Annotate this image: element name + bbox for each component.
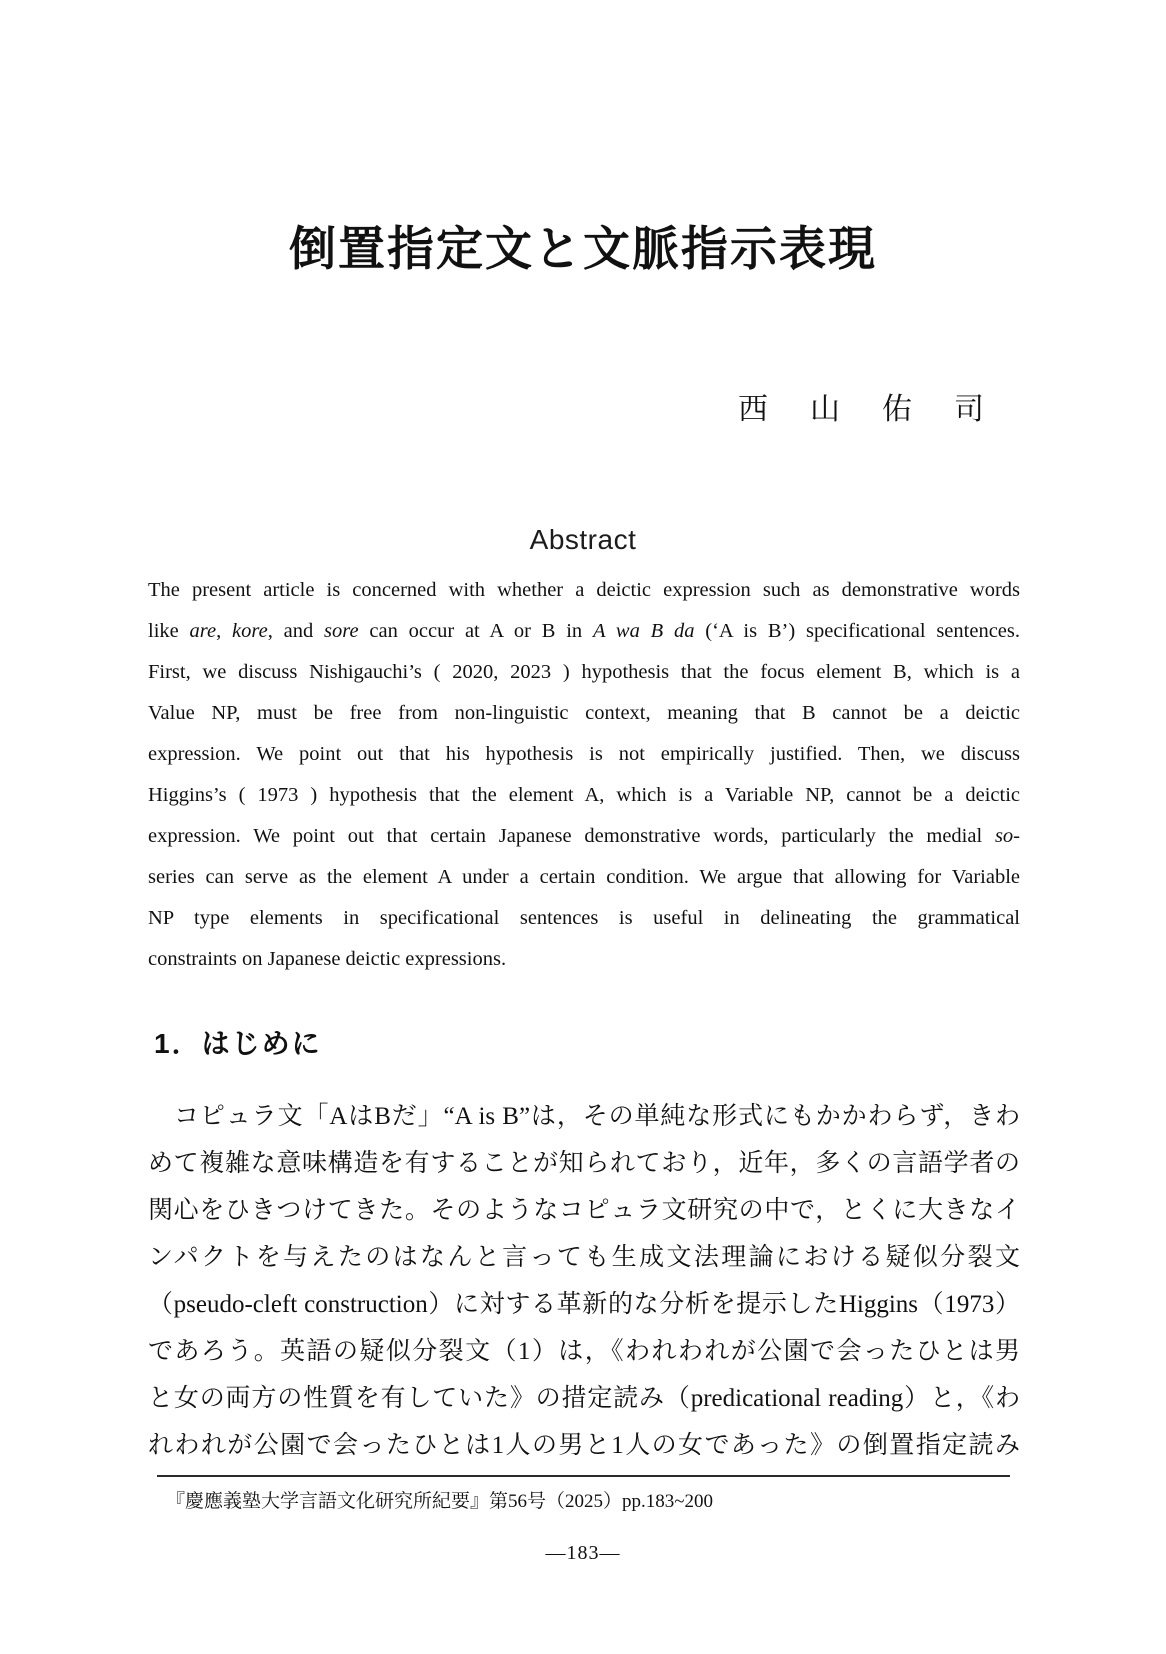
body-text-line: れわれが公園で会ったひとは1人の男と1人の女であった》の倒置指定読み	[148, 1432, 1020, 1459]
abstract-line: First, we discuss Nishigauchi’s ( 2020, 2023 ) hypothesis that the focus element B, which is a	[148, 661, 1020, 683]
abstract-line: constraints on Japanese deictic expressions.	[148, 948, 507, 970]
body-text-line: であろう。英語の疑似分裂文（1）は，《われわれが公園で会ったひとは男	[148, 1338, 1020, 1365]
body-text-line: 関心をひきつけてきた。そのようなコピュラ文研究の中で，とくに大きなイ	[148, 1197, 1020, 1224]
journal-citation: 『慶應義塾大学言語文化研究所紀要』第56号（2025）pp.183~200	[166, 1491, 714, 1512]
abstract-heading: Abstract	[529, 524, 637, 555]
abstract-body	[148, 570, 1020, 980]
body-text-line: コピュラ文「AはBだ」“A is B”は，その単純な形式にもかかわらず，きわ	[174, 1103, 1020, 1130]
body-text-line: めて複雑な意味構造を有することが知られており，近年，多くの言語学者の	[148, 1150, 1020, 1177]
abstract-line: NP type elements in specificational sentences is useful in delineating the grammatical	[148, 907, 1020, 929]
body-text-line: ンパクトを与えたのはなんと言っても生成文法理論における疑似分裂文	[148, 1244, 1020, 1271]
section-1-heading: 1．はじめに	[154, 1028, 322, 1059]
body-text	[148, 1093, 1020, 1469]
body-text-line: （pseudo-cleft construction）に対する革新的な分析を提示したHiggins（1973）	[148, 1291, 1020, 1318]
body-text-line: と女の両方の性質を有していた》の措定読み（predicational reading）と，《わ	[148, 1385, 1020, 1412]
author-name: 西 山 佑 司	[738, 393, 990, 426]
page-number: —183—	[545, 1542, 621, 1564]
abstract-line: expression. We point out that his hypothesis is not empirically justified. Then, we discuss	[148, 743, 1020, 765]
abstract-line: series can serve as the element A under a certain condition. We argue that allowing for Variable	[148, 866, 1020, 888]
abstract-line: Value NP, must be free from non-linguistic context, meaning that B cannot be a deictic	[148, 702, 1020, 724]
abstract-line: like are, kore, and sore can occur at A or B in A wa B da (‘A is B’) specificational sentences.	[148, 620, 1020, 642]
abstract-line: The present article is concerned with whether a deictic expression such as demonstrative words	[148, 579, 1020, 601]
paper-title: 倒置指定文と文脈指示表現	[289, 224, 877, 276]
abstract-line: expression. We point out that certain Japanese demonstrative words, particularly the medial so-	[148, 825, 1020, 847]
abstract-line: Higgins’s ( 1973 ) hypothesis that the element A, which is a Variable NP, cannot be a deictic	[148, 784, 1020, 806]
footnote-divider	[157, 1475, 1010, 1477]
